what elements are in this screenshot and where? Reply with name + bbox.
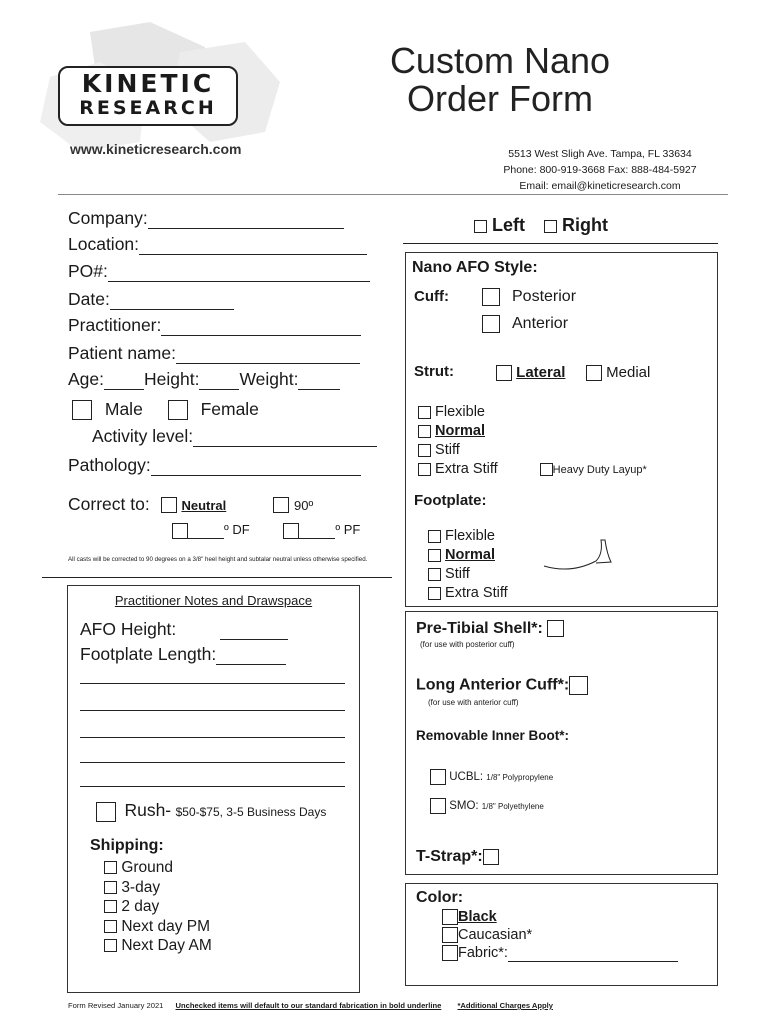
activity-label: Activity level: — [92, 426, 194, 446]
fp-stiff-option[interactable] — [428, 565, 508, 584]
notes-line[interactable] — [80, 683, 345, 684]
smo-label: SMO: — [449, 800, 479, 813]
pf-label: º PF — [335, 522, 361, 537]
email: Email: email@kineticresearch.com — [519, 180, 681, 192]
shipping-heading: Shipping: — [90, 837, 164, 854]
pre-tibial-note: (for use with posterior cuff) — [420, 640, 515, 649]
footplate-sketch-icon — [541, 536, 621, 576]
footplate-length-row — [80, 644, 286, 665]
male-checkbox[interactable] — [72, 400, 92, 420]
fp-flexible-label: Flexible — [445, 528, 495, 544]
footer-revised: Form Revised January 2021 — [68, 1001, 164, 1010]
notes-heading: Practitioner Notes and Drawspace — [114, 593, 313, 608]
logo-line2: RESEARCH — [79, 97, 217, 119]
patient-name-row — [68, 343, 360, 364]
rush-label: Rush- — [124, 800, 172, 820]
rush-detail: $50-$75, 3-5 Business Days — [175, 805, 327, 819]
fp-normal-label: Normal — [445, 547, 495, 563]
po-row — [68, 261, 370, 282]
fabric-field[interactable] — [508, 961, 678, 962]
pf-checkbox[interactable] — [283, 523, 299, 539]
medial-label: Medial — [606, 364, 651, 381]
long-anterior-note: (for use with anterior cuff) — [428, 698, 519, 707]
phone-fax: Phone: 800-919-3668 Fax: 888-484-5927 — [503, 164, 697, 176]
pre-tibial-label: Pre-Tibial Shell*: — [416, 620, 543, 637]
strut-stiffness — [418, 403, 647, 480]
smo-detail: 1/8" Polyethylene — [481, 802, 544, 812]
t-strap-row — [416, 848, 499, 866]
pre-tibial-checkbox[interactable] — [547, 620, 564, 637]
anterior-label: Anterior — [512, 315, 569, 333]
height-field[interactable] — [199, 389, 239, 390]
right-label: Right — [562, 215, 609, 235]
footplate-stiffness — [428, 527, 508, 603]
afo-height-row — [80, 619, 288, 640]
afo-style-box — [405, 252, 718, 607]
rush-checkbox[interactable] — [96, 802, 116, 822]
patient-name-field[interactable] — [176, 363, 360, 364]
practitioner-field[interactable] — [161, 335, 361, 336]
ucbl-option[interactable] — [430, 769, 553, 785]
fp-extra-stiff-label: Extra Stiff — [445, 585, 508, 601]
pre-tibial-row — [416, 620, 564, 638]
neutral-label: Neutral — [181, 498, 227, 513]
address: 5513 West Sligh Ave. Tampa, FL 33634 — [508, 148, 692, 160]
patient-name-label: Patient name: — [68, 343, 176, 363]
neutral-checkbox[interactable] — [161, 497, 177, 513]
location-field[interactable] — [139, 254, 367, 255]
pathology-field[interactable] — [151, 475, 361, 476]
heavy-duty-checkbox[interactable] — [540, 463, 553, 476]
lateral-option[interactable] — [496, 364, 565, 381]
po-label: PO#: — [68, 261, 108, 281]
strut-stiff-option[interactable] — [418, 441, 647, 460]
long-anterior-row — [416, 676, 588, 695]
age-label: Age: — [68, 369, 104, 389]
age-field[interactable] — [104, 389, 144, 390]
long-anterior-checkbox[interactable] — [569, 676, 588, 695]
shipping-option-label: 2 day — [121, 898, 160, 915]
location-row — [68, 234, 367, 255]
df-pf-row — [172, 522, 360, 539]
company-logo — [58, 66, 238, 126]
male-label: Male — [104, 399, 143, 419]
color-caucasian-label: Caucasian* — [458, 927, 533, 943]
df-label: º DF — [224, 522, 250, 537]
date-label: Date: — [68, 289, 110, 309]
header-divider — [58, 194, 728, 195]
strut-normal-label: Normal — [435, 423, 485, 439]
afo-height-field[interactable] — [220, 639, 288, 640]
shipping-options — [104, 858, 212, 956]
female-checkbox[interactable] — [168, 400, 188, 420]
t-strap-label: T-Strap*: — [416, 848, 483, 865]
notes-line[interactable] — [80, 710, 345, 711]
height-label: Height: — [144, 369, 200, 389]
footer — [68, 1001, 553, 1010]
gender-row — [72, 399, 259, 420]
ninety-checkbox[interactable] — [273, 497, 289, 513]
afo-height-label: AFO Height: — [80, 619, 177, 639]
shipping-option[interactable] — [104, 917, 212, 937]
shipping-option-label: Next Day AM — [121, 937, 212, 954]
shipping-option[interactable] — [104, 858, 212, 878]
color-black-label: Black — [458, 909, 497, 925]
footer-default-note: Unchecked items will default to our standard fabrication in bold underline — [175, 1001, 442, 1010]
color-title: Color: — [416, 889, 464, 906]
fp-flexible-option[interactable] — [428, 527, 508, 546]
practitioner-label: Practitioner: — [68, 315, 162, 335]
title-line2: Order Form — [406, 78, 593, 119]
t-strap-checkbox[interactable] — [483, 849, 499, 865]
ucbl-label: UCBL: — [449, 771, 484, 784]
activity-field[interactable] — [193, 446, 377, 447]
company-row — [68, 208, 344, 229]
color-fabric-label: Fabric*: — [458, 945, 508, 961]
left-divider — [42, 577, 392, 578]
company-field[interactable] — [148, 228, 344, 229]
notes-line[interactable] — [80, 786, 345, 787]
strut-flexible-label: Flexible — [435, 404, 485, 420]
strut-stiff-label: Stiff — [435, 442, 460, 458]
ucbl-detail: 1/8" Polypropylene — [486, 773, 554, 783]
medial-option[interactable] — [586, 364, 650, 381]
activity-row — [92, 426, 377, 447]
notes-line[interactable] — [80, 762, 345, 763]
lateral-label: Lateral — [516, 364, 566, 381]
date-row — [68, 289, 234, 310]
footplate-length-label: Footplate Length: — [80, 644, 217, 664]
weight-label: Weight: — [239, 369, 299, 389]
po-field[interactable] — [108, 281, 370, 282]
color-caucasian-option[interactable] — [442, 926, 678, 944]
shipping-option-label: Ground — [121, 859, 174, 876]
posterior-label: Posterior — [512, 288, 577, 306]
website-link[interactable]: www.kineticresearch.com — [70, 141, 242, 157]
long-anterior-label: Long Anterior Cuff*: — [416, 676, 570, 694]
female-label: Female — [200, 399, 259, 419]
location-label: Location: — [68, 234, 140, 254]
pathology-label: Pathology: — [68, 455, 151, 475]
cast-note: All casts will be corrected to 90 degrees on a 3/8" heel height and subtalar neutral unless otherwise specified. — [68, 556, 368, 563]
fp-extra-stiff-option[interactable] — [428, 584, 508, 603]
shipping-option[interactable] — [104, 897, 212, 917]
notes-box — [67, 585, 360, 993]
afo-style-title: Nano AFO Style: — [412, 259, 538, 276]
heavy-duty-label: Heavy Duty Layup* — [552, 464, 647, 476]
contact-info — [480, 146, 720, 194]
right-checkbox[interactable] — [544, 220, 557, 233]
shipping-option-label: 3-day — [121, 878, 161, 896]
color-box — [405, 883, 718, 986]
footplate-label: Footplate: — [414, 492, 487, 509]
strut-extra-stiff-label: Extra Stiff — [435, 461, 498, 477]
shipping-option[interactable] — [104, 878, 212, 898]
practitioner-row — [68, 315, 361, 336]
df-checkbox[interactable] — [172, 523, 188, 539]
footplate-length-field[interactable] — [216, 664, 286, 665]
cuff-label: Cuff: — [414, 288, 449, 305]
shipping-option[interactable] — [104, 936, 212, 956]
pathology-row — [68, 455, 361, 476]
df-field[interactable] — [188, 538, 224, 539]
side-row — [474, 215, 608, 236]
logo-line1: KINETIC — [81, 69, 215, 98]
strut-label: Strut: — [414, 363, 454, 380]
anterior-option[interactable] — [482, 315, 568, 333]
posterior-option[interactable] — [482, 288, 576, 306]
form-title — [380, 42, 620, 118]
left-checkbox[interactable] — [474, 220, 487, 233]
age-row — [68, 369, 340, 390]
date-field[interactable] — [110, 309, 234, 310]
side-divider — [403, 243, 718, 244]
color-options — [442, 908, 678, 962]
strut-flexible-option[interactable] — [418, 403, 647, 422]
extras-box — [405, 611, 718, 875]
footer-charges: *Additional Charges Apply — [457, 1001, 553, 1010]
correct-to-label: Correct to: — [68, 494, 150, 514]
title-line1: Custom Nano — [389, 40, 611, 81]
pf-field[interactable] — [299, 538, 335, 539]
ninety-label: 90º — [294, 498, 314, 513]
rush-row — [96, 800, 326, 822]
inner-boot-label: Removable Inner Boot*: — [416, 728, 570, 743]
fp-normal-option[interactable] — [428, 546, 508, 565]
fp-stiff-label: Stiff — [445, 566, 470, 582]
correct-to-row — [68, 494, 313, 515]
strut-normal-option[interactable] — [418, 422, 647, 441]
strut-extra-stiff-option[interactable] — [418, 460, 647, 480]
notes-line[interactable] — [80, 737, 345, 738]
left-label: Left — [492, 215, 526, 235]
color-fabric-option[interactable] — [442, 944, 678, 962]
company-label: Company: — [68, 208, 148, 228]
color-black-option[interactable] — [442, 908, 678, 926]
shipping-option-label: Next day PM — [121, 917, 211, 935]
weight-field[interactable] — [298, 389, 340, 390]
smo-option[interactable] — [430, 798, 544, 814]
